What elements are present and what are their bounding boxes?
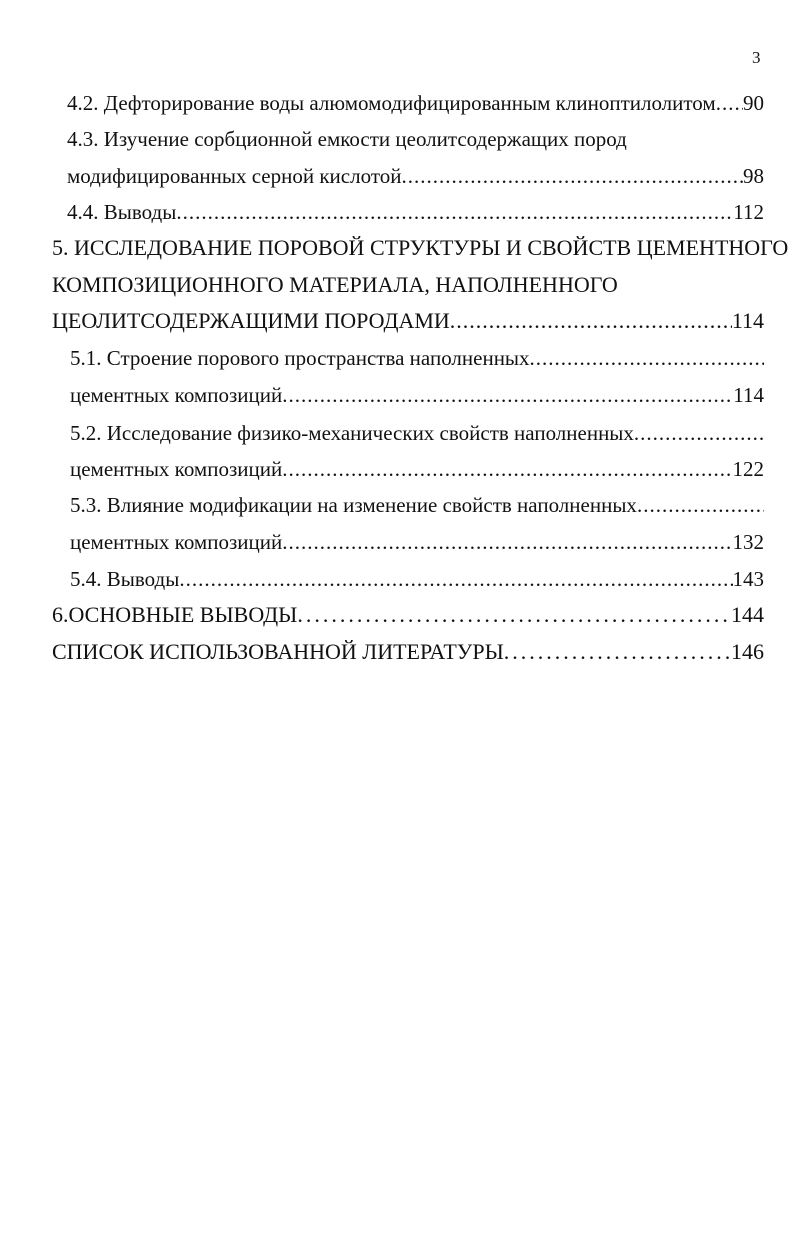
- toc-chapter-5-line3[interactable]: [52, 308, 764, 334]
- toc-chapter-title: 6.ОСНОВНЫЕ ВЫВОДЫ: [52, 602, 298, 627]
- toc-entry-title: 4.4. Выводы: [67, 200, 177, 224]
- page-number: 3: [752, 48, 761, 67]
- toc-dot-leader: [176, 199, 733, 225]
- toc-entry-page: 146: [731, 639, 764, 664]
- toc-entry-page: 90: [743, 91, 764, 115]
- toc-entry-5-1-line1[interactable]: [70, 345, 764, 371]
- toc-entry-page: 114: [733, 383, 764, 407]
- toc-chapter-title: СПИСОК ИСПОЛЬЗОВАННОЙ ЛИТЕРАТУРЫ: [52, 639, 504, 664]
- toc-entry-5-4[interactable]: [70, 566, 764, 592]
- toc-dot-leader: [637, 492, 764, 518]
- toc-dot-leader: [297, 602, 731, 628]
- toc-entry-4-3-line2[interactable]: [67, 163, 764, 189]
- toc-entry-title: цементных композиций: [70, 383, 283, 407]
- toc-chapter-title: 5. ИССЛЕДОВАНИЕ ПОРОВОЙ СТРУКТУРЫ И СВОЙСТВ ЦЕМЕНТНОГО: [52, 235, 789, 260]
- toc-entry-page: 143: [732, 567, 764, 591]
- toc-entry-page: 122: [732, 457, 764, 481]
- toc-dot-leader: [282, 529, 732, 555]
- toc-dot-leader: [530, 345, 764, 371]
- toc-entry-title: 5.4. Выводы: [70, 567, 180, 591]
- toc-chapter-5-line2[interactable]: [52, 272, 764, 298]
- toc-entry-5-2-line1[interactable]: [70, 420, 764, 446]
- toc-entry-4-4[interactable]: [67, 199, 764, 225]
- toc-entry-page: 114: [731, 308, 764, 333]
- toc-dot-leader: [282, 382, 733, 408]
- toc-dot-leader: [401, 163, 743, 189]
- toc-entry-page: 132: [732, 530, 764, 554]
- toc-dot-leader: [179, 566, 732, 592]
- toc-dot-leader: [634, 420, 764, 446]
- toc-chapter-title: КОМПОЗИЦИОННОГО МАТЕРИАЛА, НАПОЛНЕННОГО: [52, 272, 618, 297]
- toc-entry-title: цементных композиций: [70, 530, 283, 554]
- toc-entry-title: 4.2. Дефторирование воды алюмомодифицированным клиноптилолитом: [67, 91, 716, 115]
- toc-entry-title: 5.2. Исследование физико-механических свойств наполненных: [70, 421, 634, 445]
- toc-chapter-title: ЦЕОЛИТСОДЕРЖАЩИМИ ПОРОДАМИ: [52, 308, 450, 333]
- toc-dot-leader: [450, 308, 732, 334]
- toc-entry-5-3-line2[interactable]: [70, 529, 764, 555]
- toc-references[interactable]: [52, 639, 764, 665]
- toc-entry-5-1-line2[interactable]: [70, 382, 764, 408]
- toc-entry-title: 5.1. Строение порового пространства наполненных: [70, 346, 530, 370]
- toc-entry-5-3-line1[interactable]: [70, 492, 764, 518]
- toc-entry-page: 144: [731, 602, 764, 627]
- toc-entry-title: 5.3. Влияние модификации на изменение свойств наполненных: [70, 493, 637, 517]
- toc-dot-leader: [504, 639, 731, 665]
- toc-dot-leader: [282, 456, 732, 482]
- toc-chapter-6[interactable]: [52, 602, 764, 628]
- toc-entry-4-2[interactable]: [67, 90, 764, 116]
- toc-entry-title: 4.3. Изучение сорбционной емкости цеолитсодержащих пород: [67, 127, 627, 151]
- toc-dot-leader: [716, 90, 743, 116]
- toc-entry-title: модифицированных серной кислотой: [67, 164, 402, 188]
- toc-entry-4-3-line1[interactable]: [67, 126, 764, 152]
- toc-entry-page: 112: [733, 200, 764, 224]
- toc-chapter-5-line1[interactable]: [52, 235, 789, 261]
- toc-entry-title: цементных композиций: [70, 457, 283, 481]
- toc-entry-5-2-line2[interactable]: [70, 456, 764, 482]
- toc-entry-page: 98: [743, 164, 764, 188]
